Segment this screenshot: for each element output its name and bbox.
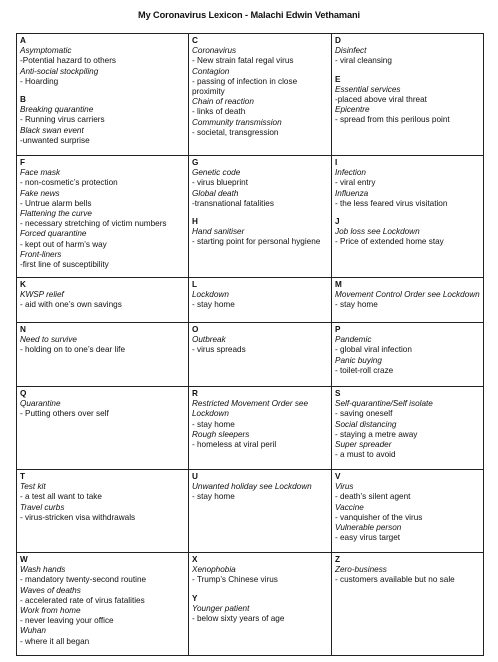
lexicon-definition: - New strain fatal regal virus (192, 56, 294, 66)
lexicon-definition: - mandatory twenty-second routine (20, 575, 147, 585)
lexicon-definition: - customers available but no sale (335, 575, 455, 585)
lexicon-term: KWSP relief (20, 290, 64, 300)
lexicon-term: Social distancing (335, 419, 397, 429)
lexicon-cell (332, 470, 484, 553)
lexicon-term: Work from home (20, 606, 81, 616)
section-letter: C (192, 36, 198, 45)
section-letter: U (192, 472, 198, 481)
lexicon-definition: - Running virus carriers (20, 115, 105, 125)
lexicon-definition: - stay home (192, 419, 235, 429)
lexicon-term: Essential services (335, 84, 401, 94)
lexicon-cell (332, 387, 484, 470)
lexicon-definition: - stay home (335, 300, 378, 310)
lexicon-definition: - stay home (192, 300, 235, 310)
lexicon-term: Front-liners (20, 249, 62, 259)
lexicon-term: Chain of reaction (192, 97, 254, 107)
lexicon-term: Contagion (192, 66, 230, 76)
lexicon-definition: - stay home (192, 492, 235, 502)
lexicon-cell (332, 323, 484, 387)
lexicon-cell (332, 553, 484, 656)
lexicon-definition: -first line of susceptibility (20, 260, 109, 270)
section-letter: J (335, 217, 340, 227)
lexicon-definition: - Putting others over self (20, 409, 109, 419)
lexicon-term: Job loss see Lockdown (335, 227, 420, 237)
block-spacer (335, 209, 480, 217)
section-letter: W (20, 555, 28, 564)
section-letter: Q (20, 389, 27, 398)
lexicon-definition: - viral entry (335, 178, 376, 188)
section-letter: D (335, 36, 341, 45)
lexicon-definition: -placed above viral threat (335, 95, 427, 105)
block-spacer (20, 87, 185, 95)
lexicon-term: Lockdown (192, 290, 229, 300)
lexicon-term: Panic buying (335, 355, 382, 365)
lexicon-cell (17, 34, 189, 156)
lexicon-cell (332, 156, 484, 278)
lexicon-definition: - Untrue alarm bells (20, 198, 92, 208)
lexicon-row (17, 553, 484, 656)
lexicon-cell (17, 323, 189, 387)
lexicon-term: Zero-business (335, 565, 387, 575)
section-letter: E (335, 74, 341, 84)
lexicon-term: Restricted Movement Order see Lockdown (192, 399, 309, 419)
lexicon-term: Anti-social stockpiling (20, 66, 99, 76)
section-letter: K (20, 280, 26, 289)
lexicon-definition: - never leaving your office (20, 616, 114, 626)
lexicon-term: Coronavirus (192, 46, 237, 56)
lexicon-term: Epicentre (335, 105, 370, 115)
lexicon-definition: - passing of infection in close proximity (192, 76, 298, 97)
title-text: My Coronavirus Lexicon (138, 10, 243, 20)
lexicon-definition: - homeless at viral peril (192, 440, 277, 450)
lexicon-definition: - Price of extended home stay (335, 237, 444, 247)
lexicon-definition: - accelerated rate of virus fatalities (20, 595, 145, 605)
lexicon-definition: - virus-stricken visa withdrawals (20, 512, 136, 522)
title-separator: - (242, 10, 251, 20)
lexicon-definition: - aid with one’s own savings (20, 300, 122, 310)
block-spacer (335, 67, 480, 75)
section-letter: R (192, 389, 198, 398)
lexicon-definition: - death’s silent agent (335, 492, 411, 502)
section-letter: G (192, 158, 199, 167)
lexicon-definition: - the less feared virus visitation (335, 198, 448, 208)
section-letter: S (335, 389, 341, 398)
lexicon-definition: - a test all want to take (20, 492, 102, 502)
lexicon-cell (17, 387, 189, 470)
lexicon-definition: - societal, transgression (192, 127, 279, 137)
lexicon-definition: - global viral infection (335, 345, 412, 355)
lexicon-term: Virus (335, 482, 354, 492)
section-letter: Y (192, 593, 198, 603)
lexicon-definition: - saving oneself (335, 409, 393, 419)
lexicon-definition: - starting point for personal hygiene (192, 237, 321, 247)
document-title (0, 10, 498, 20)
lexicon-term: Test kit (20, 482, 46, 492)
lexicon-cell (189, 553, 332, 656)
lexicon-definition: - links of death (192, 107, 246, 117)
section-letter: A (20, 36, 26, 45)
lexicon-term: Flattening the curve (20, 209, 92, 219)
lexicon-definition: - non-cosmetic’s protection (20, 178, 118, 188)
lexicon-cell (17, 470, 189, 553)
lexicon-definition: - where it all began (20, 636, 90, 646)
lexicon-term: Unwanted holiday see Lockdown (192, 482, 312, 492)
lexicon-cell (189, 323, 332, 387)
block-spacer (192, 586, 328, 594)
lexicon-term: Self-quarantine/Self isolate (335, 399, 433, 409)
lexicon-term: Vaccine (335, 502, 364, 512)
lexicon-term: Younger patient (192, 603, 250, 613)
author-name: Malachi Edwin Vethamani (250, 10, 360, 20)
lexicon-cell (17, 278, 189, 323)
lexicon-term: Quarantine (20, 399, 61, 409)
lexicon-term: Vulnerable person (335, 523, 402, 533)
lexicon-term: Waves of deaths (20, 585, 81, 595)
lexicon-definition: -transnational fatalities (192, 198, 274, 208)
lexicon-term: Forced quarantine (20, 229, 87, 239)
lexicon-row (17, 470, 484, 553)
lexicon-definition: - easy virus target (335, 533, 401, 543)
lexicon-definition: - kept out of harm’s way (20, 239, 107, 249)
section-letter: O (192, 325, 199, 334)
lexicon-definition: -unwanted surprise (20, 135, 90, 145)
block-spacer (192, 209, 328, 217)
lexicon-row (17, 156, 484, 278)
section-letter: P (335, 325, 341, 334)
section-letter: X (192, 555, 198, 564)
section-letter: F (20, 158, 26, 167)
lexicon-cell (17, 553, 189, 656)
lexicon-term: Genetic code (192, 168, 241, 178)
lexicon-term: Fake news (20, 188, 60, 198)
section-letter: B (20, 95, 26, 105)
lexicon-term: Need to survive (20, 335, 77, 345)
lexicon-term: Outbreak (192, 335, 226, 345)
lexicon-definition: - virus spreads (192, 345, 246, 355)
lexicon-term: Influenza (335, 188, 369, 198)
lexicon-term: Rough sleepers (192, 429, 250, 439)
lexicon-term: Pandemic (335, 335, 372, 345)
section-letter: V (335, 472, 341, 481)
lexicon-term: Super spreader (335, 440, 392, 450)
section-letter: N (20, 325, 26, 334)
lexicon-term: Community transmission (192, 117, 282, 127)
lexicon-term: Breaking quarantine (20, 105, 94, 115)
lexicon-term: Face mask (20, 168, 61, 178)
lexicon-term: Disinfect (335, 46, 367, 56)
lexicon-cell (189, 278, 332, 323)
lexicon-cell (189, 34, 332, 156)
section-letter: T (20, 472, 26, 481)
lexicon-definition: - holding on to one’s dear life (20, 345, 125, 355)
lexicon-definition: - virus blueprint (192, 178, 248, 188)
lexicon-term: Movement Control Order see Lockdown (335, 290, 480, 300)
section-letter: H (192, 217, 198, 227)
lexicon-cell (332, 34, 484, 156)
lexicon-definition: - Trump’s Chinese virus (192, 575, 278, 585)
lexicon-definition: - below sixty years of age (192, 614, 285, 624)
lexicon-row (17, 387, 484, 470)
lexicon-table (16, 33, 484, 656)
lexicon-definition: - viral cleansing (335, 56, 392, 66)
section-letter: I (335, 158, 338, 167)
lexicon-definition: -Potential hazard to others (20, 56, 117, 66)
lexicon-row (17, 278, 484, 323)
lexicon-definition: - Hoarding (20, 76, 59, 86)
section-letter: M (335, 280, 342, 289)
lexicon-term: Wuhan (20, 626, 46, 636)
lexicon-term: Asymptomatic (20, 46, 72, 56)
lexicon-table-body (17, 34, 484, 656)
lexicon-definition: - toilet-roll craze (335, 365, 394, 375)
lexicon-term: Infection (335, 168, 366, 178)
lexicon-definition: - staying a metre away (335, 429, 418, 439)
lexicon-cell (17, 156, 189, 278)
lexicon-term: Global death (192, 188, 239, 198)
lexicon-definition: - a must to avoid (335, 450, 396, 460)
lexicon-term: Black swan event (20, 125, 84, 135)
lexicon-row (17, 323, 484, 387)
lexicon-term: Travel curbs (20, 502, 65, 512)
lexicon-term: Hand sanitiser (192, 227, 245, 237)
lexicon-definition: - necessary stretching of victim numbers (20, 219, 167, 229)
lexicon-definition: - vanquisher of the virus (335, 512, 423, 522)
lexicon-cell (332, 278, 484, 323)
lexicon-cell (189, 470, 332, 553)
section-letter: L (192, 280, 198, 289)
lexicon-cell (189, 387, 332, 470)
lexicon-term: Xenophobia (192, 565, 236, 575)
lexicon-term: Wash hands (20, 565, 66, 575)
lexicon-row (17, 34, 484, 156)
lexicon-cell (189, 156, 332, 278)
section-letter: Z (335, 555, 341, 564)
lexicon-definition: - spread from this perilous point (335, 115, 450, 125)
